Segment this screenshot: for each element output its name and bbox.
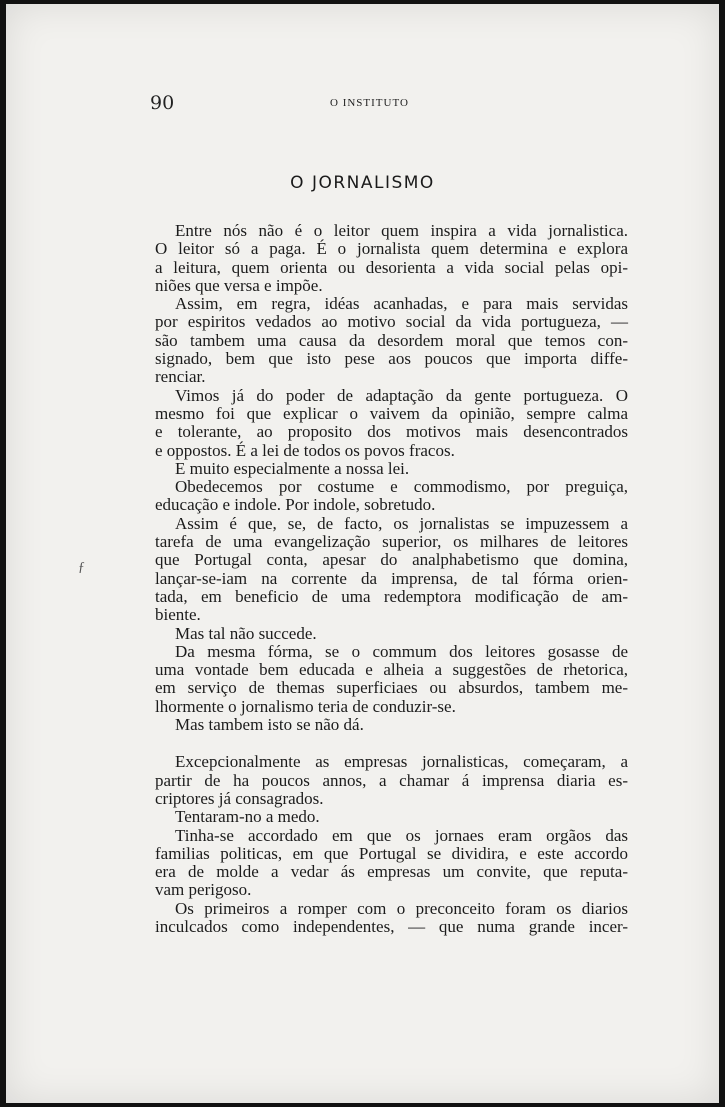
text-line: partir de ha poucos annos, a chamar á imprensa diaria es- (155, 770, 628, 790)
article-body (155, 222, 628, 936)
text-line: lançar-se-iam na corrente da imprensa, de tal fórma orien- (155, 568, 628, 588)
running-head: O INSTITUTO (330, 97, 409, 109)
text-line: Obedecemos por costume e commodismo, por preguiça, (175, 477, 628, 497)
text-line: Assim é que, se, de facto, os jornalistas se impuzessem a (175, 513, 628, 533)
page-number: 90 (150, 92, 175, 114)
article-title: O JORNALISMO (290, 173, 435, 193)
text-line: e tolerante, ao proposito dos motivos mais desencontrados (155, 422, 628, 442)
text-line: tada, em beneficio de uma redemptora modificação de am- (155, 586, 628, 606)
text-line: renciar. (155, 367, 206, 387)
text-line: era de molde a vedar ás empresas um convite, que reputa- (155, 862, 628, 882)
text-line: Entre nós não é o leitor quem inspira a vida jornalistica. (175, 221, 628, 240)
text-line: Excepcionalmente as empresas jornalisticas, começaram, a (175, 752, 628, 772)
text-line: a leitura, quem orienta ou desorienta a vida social pelas opi- (155, 257, 628, 277)
text-line: familias politicas, em que Portugal se dividira, e este accordo (155, 843, 628, 863)
text-line: Os primeiros a romper com o preconceito foram os diarios (175, 898, 628, 918)
text-line: Mas tambem isto se não dá. (175, 715, 364, 735)
text-line: Tentaram-no a medo. (175, 807, 320, 827)
text-line: são tambem uma causa da desordem moral que temos con- (155, 330, 628, 350)
text-line: educação e indole. Por indole, sobretudo. (155, 495, 436, 515)
scan-border-bottom (0, 1103, 725, 1107)
text-line: mesmo foi que explicar o vaivem da opinião, sempre calma (155, 403, 628, 423)
text-line: Da mesma fórma, se o commum dos leitores gosasse de (175, 641, 628, 661)
text-line: Vimos já do poder de adaptação da gente portugueza. O (175, 385, 628, 405)
text-line: lhormente o jornalismo teria de conduzir-se. (155, 696, 456, 716)
text-line: niões que versa e impõe. (155, 275, 323, 295)
text-line: O leitor só a paga. É o jornalista quem determina e explora (155, 239, 628, 259)
margin-speck: ƒ (78, 560, 85, 575)
text-line: tarefa de uma evangelização superior, os milhares de leitores (155, 532, 628, 552)
text-line: signado, bem que isto pese aos poucos que importa diffe- (155, 349, 628, 369)
text-line: que Portugal conta, apesar do analphabetismo que domina, (155, 550, 628, 570)
text-line: inculcados como independentes, — que numa grande incer- (155, 916, 628, 936)
text-line: E muito especialmente a nossa lei. (175, 458, 410, 478)
text-line: e oppostos. É a lei de todos os povos fracos. (155, 440, 455, 460)
scan-border-right (719, 0, 725, 1107)
text-line: por espiritos vedados ao motivo social da vida portugueza, — (155, 312, 628, 332)
text-line: Assim, em regra, idéas acanhadas, e para mais servidas (175, 294, 628, 314)
text-line: uma vontade bem educada e alheia a suggestões de rhetorica, (155, 660, 628, 680)
text-line: Mas tal não succede. (175, 623, 317, 643)
text-line: criptores já consagrados. (155, 788, 324, 808)
text-line: biente. (155, 605, 201, 625)
text-line: Tinha-se accordado em que os jornaes eram orgãos das (175, 825, 628, 845)
text-line: em serviço de themas superficiaes ou absurdos, tambem me- (155, 678, 628, 698)
text-line: vam perigoso. (155, 880, 252, 900)
